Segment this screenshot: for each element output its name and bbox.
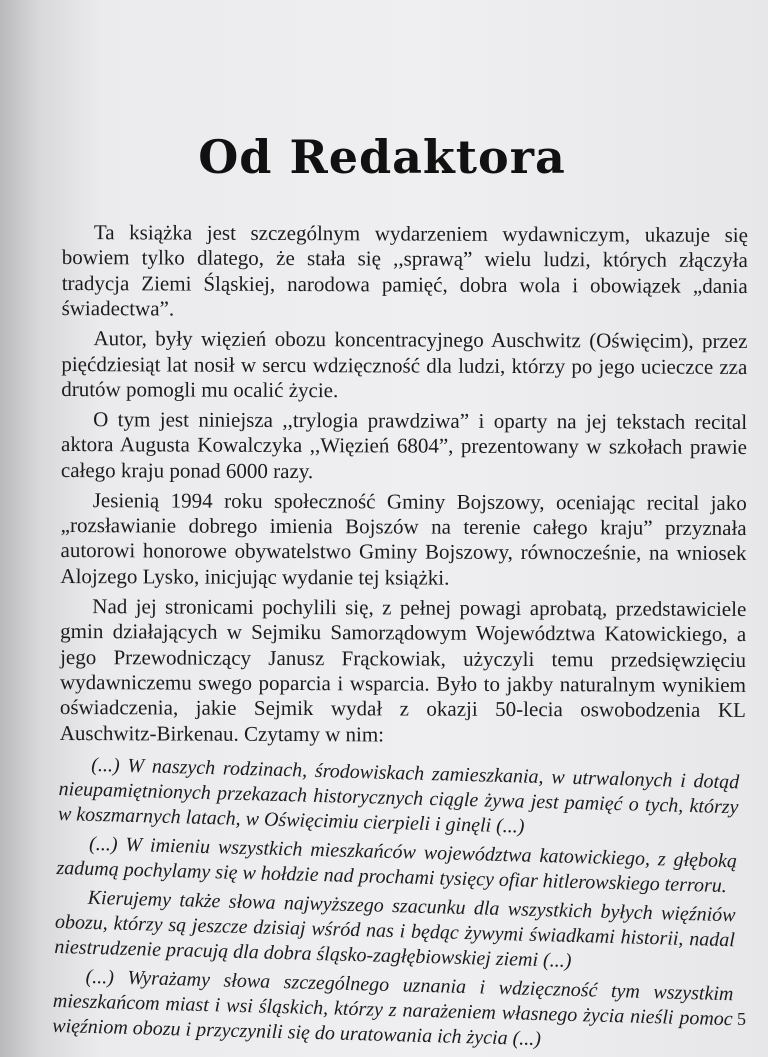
paragraph-2: Autor, były więzień obozu koncentracyjnego Auschwitz (Oświęcim), przez pięćdziesiąt lat nosił w sercu wdzięczność dla ludzi, którzy po jego ucieczce zza drutów pomogli mu ocalić życie. [61, 326, 748, 403]
quotation-block [52, 752, 740, 1057]
paragraph-4: Jesienią 1994 roku społeczność Gminy Bojszowy, oceniając recital jako „rozsławianie dobrego imienia Bojszów na terenie całego kraju” przyznała autorowi honorowe obywatelstwo Gminy Bojszowy, równocześnie, na wniosek Alojzego Lysko, inicjując wydanie tej książki. [60, 487, 747, 590]
paragraph-5: Nad jej stronicami pochylili się, z pełnej powagi aprobatą, przedstawiciele gmin działających w Sejmiku Samorządowym Województwa Katowickiego, a jego Przewodniczący Janusz Frąckowiak, użyczyli temu przedsięwzięciu wydawniczemu swego poparcia i wsparcia. Było to jakby naturalnym wynikiem oświadczenia, jakie Sejmik wydał z okazji 50-lecia oswobodzenia KL Auschwitz-Birkenau. Czytamy w nim: [59, 593, 747, 747]
quote-4: (...) Wyrażamy słowa szczególnego uznania i wdzięczność tym wszystkim mieszkańcom miast i wsi śląskich, którzy z narażeniem własnego życia nieśli pomoc więźniom obozu i przyczynili się do uratowania ich życia (...) [51, 965, 734, 1051]
quote-1: (...) W naszych rodzinach, środowiskach zamieszkania, w utrwalonych i dotąd nieupamiętnionych przekazach historycznych ciągle żywa jest pamięć o tych, którzy w koszmarnych latach, w Oświęcimiu cierpieli i ginęli (...) [57, 753, 740, 838]
paragraph-1: Ta książka jest szczególnym wydarzeniem wydawniczym, ukazuje się bowiem tylko dlatego, że stała się ,,sprawą” wielu ludzi, których złączyła tradycja Ziemi Śląskiej, narodowa pamięć, dobra wola i obowiązek „dania świadectwa”. [61, 220, 748, 321]
quote-3: Kierujemy także słowa najwyższego szacunku dla wszystkich byłych więźniów obozu, którzy są jeszcze dzisiaj wśród nas i będąc żywymi świadkami historii, nadal niestrudzenie pracują dla dobra śląsko-zagłębiowskiej ziemi (...) [54, 886, 736, 973]
page-title: Od Redaktora [198, 130, 566, 184]
quote-2: (...) W imieniu wszystkich mieszkańców województwa katowickiego, z głęboką zadumą pochylamy się w hołdzie nad prochami tysięcy ofiar hitlerowskiego terroru. [56, 832, 738, 898]
page-number: 5 [737, 1009, 746, 1029]
body-text [51, 220, 748, 1051]
paragraph-3: O tym jest niniejsza ,,trylogia prawdziwa” i oparty na jej tekstach recital aktora Augusta Kowalczyka ,,Więzień 6804”, prezentowany w szkołach prawie całego kraju ponad 6000 razy. [60, 406, 748, 483]
